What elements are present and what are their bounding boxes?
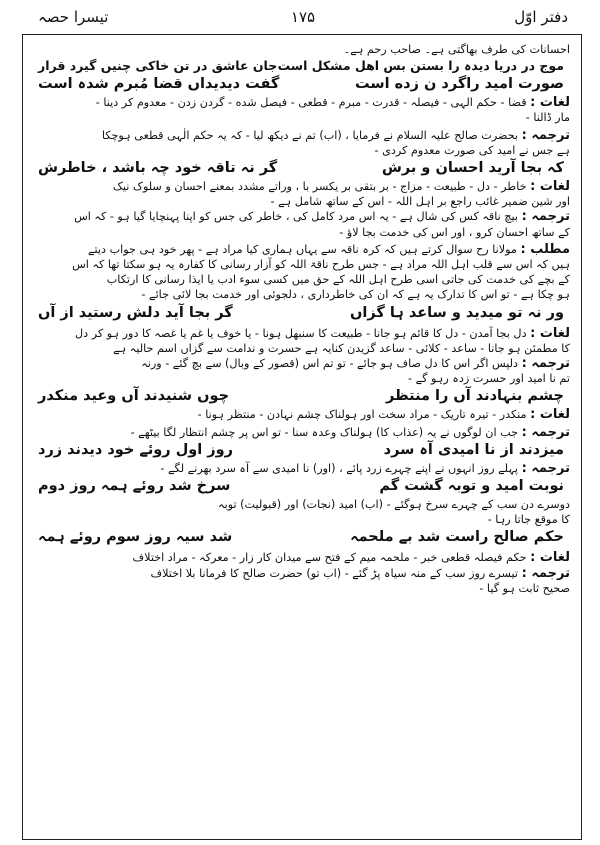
section-heading-label: لغات :	[530, 550, 570, 566]
text-line	[32, 95, 570, 110]
text-line	[32, 209, 570, 224]
line-text: کا مطمئن ہو جانا - ساعد - کلائی - ساعد گزیدن کنایہ ہے حسرت و ندامت سے گزاں اسم حالیہ ہے	[113, 341, 570, 355]
verse-hemistich-first: جان عاشق در تن خاکی چنیں گیرد قرار	[38, 58, 278, 74]
verse-hemistich-second: چشم بنہادند آں را منتظر	[386, 388, 564, 405]
book-part-label: دفتر اوّل	[514, 8, 568, 26]
verse-couplet	[32, 303, 570, 324]
text-line	[32, 461, 570, 476]
text-line	[32, 194, 570, 209]
page-body	[32, 42, 570, 835]
section-heading-label: ترجمہ :	[521, 209, 570, 225]
verse-hemistich-first: گر نہ تاقہ خود چہ باشد ، خاطرش	[38, 160, 278, 177]
verse-hemistich-first: چوں شنیدند آں وعید منکدر	[38, 388, 230, 405]
text-line	[32, 242, 570, 257]
verse-hemistich-first: گر بجا آید دلش رستید از آں	[38, 304, 233, 321]
section-heading-label: لغات :	[530, 407, 570, 423]
section-heading-label: ترجمہ :	[521, 565, 570, 581]
section-heading-label: لغات :	[530, 325, 570, 341]
line-text: دل بجا آمدن - دل کا قائم ہو جانا - طبیعت کا سنبھل ہونا - یا خوف یا غم یا غصہ کا دور ہو کر دل	[75, 326, 527, 340]
text-line	[32, 371, 570, 386]
text-line	[32, 143, 570, 158]
verse-hemistich-second: صورت امید راگرد ن زده است	[354, 76, 564, 93]
line-text: تیسرے روز سب کے منہ سیاہ پڑ گئے - (اب تو) حضرت صالح کا فرمانا بلا اختلاف	[150, 566, 519, 580]
text-line	[32, 550, 570, 565]
text-line	[32, 581, 570, 596]
verse-hemistich-second: میزدند از نا امیدی آہ سرد	[383, 441, 564, 458]
text-line	[32, 512, 570, 527]
line-text: ہے جس نے امید کی صورت معدوم کردی -	[374, 143, 570, 157]
text-line	[32, 326, 570, 341]
line-text: کے بچے کی خدمت کی جاتی اسی طرح اہل اللہ کے حق میں کسی سوء ادب یا ایذا رسانی کا ارتکاب	[106, 273, 570, 287]
line-text: قضا - حکم الہی - فیصلہ - قدرت - مبرم - قطعی - فیصل شده - گردن زدن - معدوم کر دینا -	[95, 96, 527, 110]
line-text: حکم فیصلہ قطعی خبر - ملحمہ میم کے فتح سے میدان کار زار - معرکہ - مراد اختلاف	[132, 551, 527, 565]
text-line	[32, 257, 570, 272]
verse-hemistich-second: حکم صالح راست شد بے ملحمہ	[350, 529, 564, 546]
text-line	[32, 272, 570, 287]
section-heading-label: ترجمہ :	[521, 356, 570, 372]
page-header	[30, 4, 576, 32]
section-heading-label: مطلب :	[520, 241, 570, 257]
line-text: دوسرے دن سب کے چہرے سرخ ہوگئے - (اب) امید (نجات) اور (قبولیت) توبہ	[218, 498, 570, 512]
verse-couplet	[32, 476, 570, 497]
line-text: بیچ ناقہ کس کی شال ہے - یہ اس مرد کامل کی ، خاطر کی جس کو اپنا پہنچایا گیا ہو - کہ اس	[74, 210, 519, 224]
verse-hemistich-first: شد سیہ روز سوم روئے ہمہ	[38, 529, 233, 546]
line-text: ہو چکا ہے - تو اس کا تدارک یہ ہے کہ ان کی خاطرداری ، دلجوئی اور خدمت بجا لائی جائے -	[141, 288, 570, 302]
line-text: جب ان لوگوں نے یہ (عذاب کا) ہولناک وعدہ سنا - تو اس پر چشم انتظار لگا بیٹھے -	[130, 425, 519, 439]
text-line	[32, 341, 570, 356]
line-text: مار ڈالنا -	[525, 111, 570, 125]
text-line	[32, 425, 570, 440]
verse-hemistich-second: نوبت امید و توبہ گشت گم	[379, 478, 564, 495]
line-text: تم نا امید اور حسرت زدہ رہو گے -	[408, 372, 570, 386]
line-text: بحضرت صالح علیہ السلام نے فرمایا ، (اب) تم نے دیکھ لیا - کہ یہ حکم الٰہی قطعی ہوچکا	[101, 128, 519, 142]
line-text: دلپس اگر اس کا دل صاف ہو جائے - تو تم اس (قصور کے وبال) سے بچ گئے - ورنہ	[141, 357, 519, 371]
section-heading-label: ترجمہ :	[521, 460, 570, 476]
verse-hemistich-second: موج در دریا دیدہ را بستن بس اهل مشکل است	[277, 58, 564, 74]
line-text: کے ساتھ احسان کرو ، اور اس کی خدمت بجا لاؤ -	[339, 225, 570, 239]
line-text: احسانات کی طرف بھاگتی ہے۔ صاحب رحم ہے۔	[343, 43, 570, 56]
verse-couplet	[32, 158, 570, 179]
verse-couplet	[32, 440, 570, 461]
text-line	[32, 179, 570, 194]
text-line	[32, 128, 570, 143]
verse-hemistich-first: سرخ شد روئے ہمہ روز دوم	[38, 478, 231, 495]
verse-couplet	[32, 57, 570, 74]
section-heading-label: ترجمہ :	[521, 127, 570, 143]
verse-hemistich-second: ور نہ تو میدید و ساعد ہا گزاں	[349, 304, 564, 321]
section-heading-label: ترجمہ :	[521, 424, 570, 440]
verse-hemistich-first: گفت دیدیداں قضا مُبرم شدہ است	[38, 76, 280, 93]
line-text: پہلے روز انہوں نے اپنے چہرے زرد پائے ، (اور) نا امیدی سے آہ سرد بھرنے لگے -	[160, 461, 519, 475]
text-line	[32, 42, 570, 57]
text-line	[32, 225, 570, 240]
section-heading-label: لغات :	[530, 179, 570, 195]
line-text: مولانا رح سوال کرتے ہیں کہ کرہ ناقہ سے یہاں ہماری کیا مراد ہے - پھر خود ہی جواب دیتے	[88, 242, 517, 256]
text-line	[32, 566, 570, 581]
verse-couplet	[32, 74, 570, 95]
text-line	[32, 110, 570, 125]
section-heading-label: لغات :	[530, 95, 570, 111]
text-line	[32, 287, 570, 302]
line-text: منکدر - تیرہ تاریک - مراد سخت اور ہولناک چشم نہادن - منتظر ہونا -	[197, 408, 527, 422]
section-label: تیسرا حصہ	[38, 8, 109, 26]
page-number: ۱۷۵	[290, 8, 316, 26]
verse-couplet	[32, 527, 570, 548]
line-text: صحیح ثابت ہو گیا -	[479, 581, 570, 595]
verse-hemistich-first: روز اول روئے خود دیدند زرد	[38, 441, 234, 458]
text-line	[32, 356, 570, 371]
line-text: کا موقع جاتا رہا -	[487, 513, 570, 527]
line-text: اور شین ضمیر غائب راجع بر اہل اللہ - اس کے ساتھ شامل ہے -	[270, 195, 570, 209]
verse-hemistich-second: کہ بجا آرید احسان و برش	[381, 160, 564, 177]
text-line	[32, 407, 570, 422]
line-text: خاطر - دل - طبیعت - مزاج - بر بتقی بر یکسر با ، وراتے مشدد بمعنے احسان و سلوک نیک	[112, 180, 527, 194]
line-text: ہیں کہ اس سے قلب اہل اللہ مراد ہے - جس طرح ناقۃ اللہ کو آزار رسانی کا کفارہ یہ ہو سکتا تھا کہ اس	[72, 258, 570, 272]
text-line	[32, 497, 570, 512]
verse-couplet	[32, 386, 570, 407]
